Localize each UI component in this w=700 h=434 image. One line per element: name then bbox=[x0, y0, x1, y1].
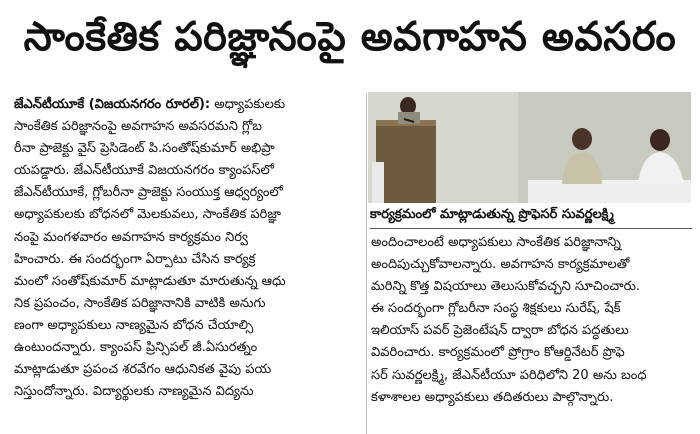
body-line: ణంగా అధ్యాపకులు నాణ్యమైన బోధన చేయాల్సి bbox=[14, 317, 254, 333]
body-line: హించారు. ఈ సందర్భంగా ఏర్పాటు చేసిన కార్యక్ర bbox=[14, 251, 256, 267]
caption-divider bbox=[370, 228, 692, 229]
body-line: వివరించారు. కార్యక్రమంలో ప్రోగ్రాం కోఆర్డినేటర్‌ ప్రొఫె bbox=[371, 345, 625, 361]
event-photo bbox=[368, 92, 691, 203]
body-line: మాట్లాడుతూ ప్రపంచ శరవేగం ఆధునికత వైపు పయ bbox=[14, 362, 272, 378]
article-body-left-column bbox=[14, 94, 362, 434]
body-line: సర్‌ సువర్ణలక్ష్మి, జేఎన్‌టీయూ పరిధిలోని 20 అను బంధ bbox=[371, 367, 647, 383]
body-line: యపడ్డారు. జేఎన్‌టీయూకే విజయనగరం క్యాంపస్‌లో bbox=[14, 163, 274, 179]
body-line: నంపై మంగళవారం అవగాహన కార్యక్రమం నిర్వ bbox=[14, 229, 248, 245]
column-divider bbox=[366, 94, 367, 434]
body-line: ఈ సందర్భంగా గ్లోబరీనా సంస్థ శిక్షకులు సురేష్‌, షేక్‌ bbox=[371, 301, 621, 317]
body-line: ఉంటుందన్నారు. క్యాంపస్‌ ప్రిన్సిపల్‌ జీ.ఏసురత్నం bbox=[14, 340, 258, 356]
body-line: అధ్యాపకులకు bbox=[214, 97, 286, 112]
body-line: రీనా ప్రాజెక్టు వైస్‌ ప్రెసిడెంట్‌ పి.సంతోష్‌కుమార్‌ అభిప్రా bbox=[14, 141, 275, 157]
body-line: కళాశాలల అధ్యాపకులు తదితరులు పాల్గొన్నారు. bbox=[371, 389, 614, 405]
photo-caption: కార్యక్రమంలో మాట్లాడుతున్న ప్రొఫెసర్‌ సువర్ణలక్ష్మి bbox=[370, 207, 614, 222]
article-headline: సాంకేతిక పరిజ్ఞానంపై అవగాహన అవసరం bbox=[23, 14, 677, 60]
body-line: ఇలియాస్‌ పవర్‌ ప్రెజెంటేషన్‌ ద్వారా బోధన పద్ధతులు bbox=[371, 323, 629, 339]
body-line: అందిపుచ్చుకోవాలన్నారు. అవగాహన కార్యక్రమాలతో bbox=[371, 257, 630, 273]
event-photo-illustration bbox=[368, 92, 691, 203]
body-line: అందించాలంటే అధ్యాపకులు సాంకేతిక పరిజ్ఞానాన్ని bbox=[371, 235, 621, 250]
body-line: అధ్యాపకులకు బోధనలో మెలకువలు, సాంకేతిక పరిజ్ఞా bbox=[14, 207, 281, 223]
body-line: నిస్తుందోన్నారు. విద్యార్థులకు నాణ్యమైన విద్యను bbox=[14, 384, 254, 400]
body-line: నిక ప్రపంచం, సాంకేతిక పరిజ్ఞానానికి వాటికి అనుగు bbox=[14, 295, 266, 311]
body-line: సాంకేతిక పరిజ్ఞానంపై అవగాహన అవసరమని గ్లోబ bbox=[14, 119, 263, 135]
article-body-right-column bbox=[371, 232, 693, 432]
dateline: జేఎన్‌టీయూకే (విజయనగరం రూరల్‌): bbox=[14, 97, 211, 112]
body-line: మరిన్ని కొత్త విషయాలు తెలుసుకోవచ్చని సూచించారు. bbox=[371, 279, 640, 295]
body-line: జేఎన్‌టీయూకే, గ్లోబరీనా ప్రాజెక్టు సంయుక్త ఆధ్వర్యంలో bbox=[14, 185, 283, 201]
body-line: మంలో సంతోష్‌కుమార్‌ మాట్లాడుతూ మారుతున్న ఆధు bbox=[14, 273, 286, 289]
